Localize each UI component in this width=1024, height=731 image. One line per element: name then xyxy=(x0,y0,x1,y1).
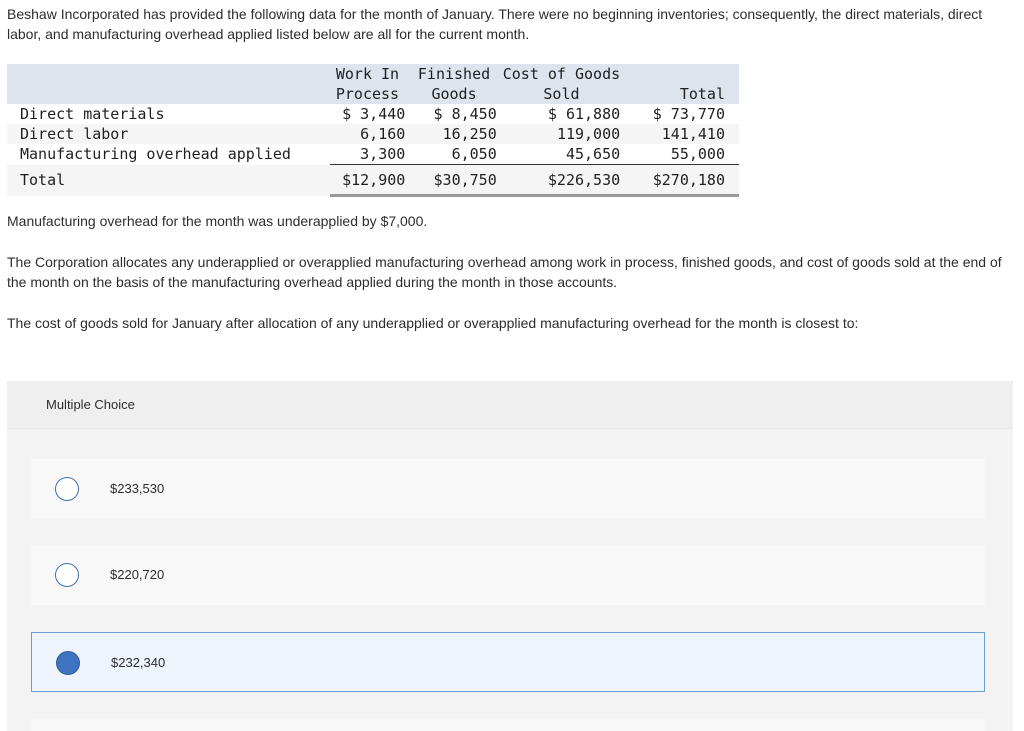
header-wip-line1: Work In xyxy=(330,64,412,84)
cell-wip: 3,300 xyxy=(330,144,412,165)
choice-option-d[interactable] xyxy=(31,718,985,731)
choice-label: $220,720 xyxy=(110,567,165,582)
choice-option-c[interactable] xyxy=(31,632,985,692)
radio-button-icon[interactable] xyxy=(55,563,79,587)
cell-cogs-total: $226,530 xyxy=(503,165,626,196)
underapplied-statement: Manufacturing overhead for the month was underapplied by $7,000. xyxy=(7,213,428,229)
cell-fg: $ 8,450 xyxy=(411,104,502,124)
multiple-choice-header xyxy=(7,381,1013,429)
header-fg-line2: Goods xyxy=(411,84,502,104)
cell-wip-total: $12,900 xyxy=(330,165,412,196)
choice-option-b[interactable] xyxy=(31,545,985,605)
table-header-row-2 xyxy=(7,84,739,104)
cell-fg-total: $30,750 xyxy=(411,165,502,196)
radio-button-selected-icon[interactable] xyxy=(56,651,80,675)
row-label: Direct labor xyxy=(7,124,330,144)
cell-wip: 6,160 xyxy=(330,124,412,144)
header-cogs-line2: Sold xyxy=(503,84,626,104)
cell-total: 141,410 xyxy=(626,124,739,144)
multiple-choice-panel xyxy=(7,381,1013,731)
table-row-total xyxy=(7,165,739,196)
question-prompt: The cost of goods sold for January after allocation of any underapplied or overapplied manufacturing overhead for the month is closest to: xyxy=(7,315,859,331)
header-wip-line2: Process xyxy=(330,84,412,104)
allocation-statement: The Corporation allocates any underapplied or overapplied manufacturing overhead among work in process, finished goods, and cost of goods sold at the end of the month on the basis of the manufacturing overhead applied during the month in those accounts. xyxy=(7,254,1002,290)
header-total-line2: Total xyxy=(626,84,739,104)
choice-label: $232,340 xyxy=(111,655,166,670)
multiple-choice-title: Multiple Choice xyxy=(46,397,135,412)
question-intro: Beshaw Incorporated has provided the following data for the month of January. There were no beginning inventories; consequently, the direct materials, direct labor, and manufacturing overhead applied listed below are all for the current month. xyxy=(7,6,983,42)
cell-total: 55,000 xyxy=(626,144,739,165)
header-cogs-line1: Cost of Goods xyxy=(503,64,626,84)
cell-fg: 16,250 xyxy=(411,124,502,144)
header-label-blank-2 xyxy=(7,84,330,104)
cell-total: $ 73,770 xyxy=(626,104,739,124)
choice-option-a[interactable] xyxy=(31,459,985,519)
table-row-overhead-applied xyxy=(7,144,739,165)
cell-fg: 6,050 xyxy=(411,144,502,165)
cost-data-table xyxy=(7,64,739,197)
table-row-direct-materials xyxy=(7,104,739,124)
choice-label: $233,530 xyxy=(110,481,165,496)
table-row-direct-labor xyxy=(7,124,739,144)
header-fg-line1: Finished xyxy=(411,64,502,84)
cell-cogs: 119,000 xyxy=(503,124,626,144)
header-total-line1 xyxy=(626,64,739,84)
row-label: Manufacturing overhead applied xyxy=(7,144,330,165)
row-label: Total xyxy=(7,165,330,196)
table-header-row-1 xyxy=(7,64,739,84)
header-label-blank xyxy=(7,64,330,84)
cell-cogs: $ 61,880 xyxy=(503,104,626,124)
cell-cogs: 45,650 xyxy=(503,144,626,165)
cell-grand-total: $270,180 xyxy=(626,165,739,196)
radio-button-icon[interactable] xyxy=(55,477,79,501)
row-label: Direct materials xyxy=(7,104,330,124)
cell-wip: $ 3,440 xyxy=(330,104,412,124)
